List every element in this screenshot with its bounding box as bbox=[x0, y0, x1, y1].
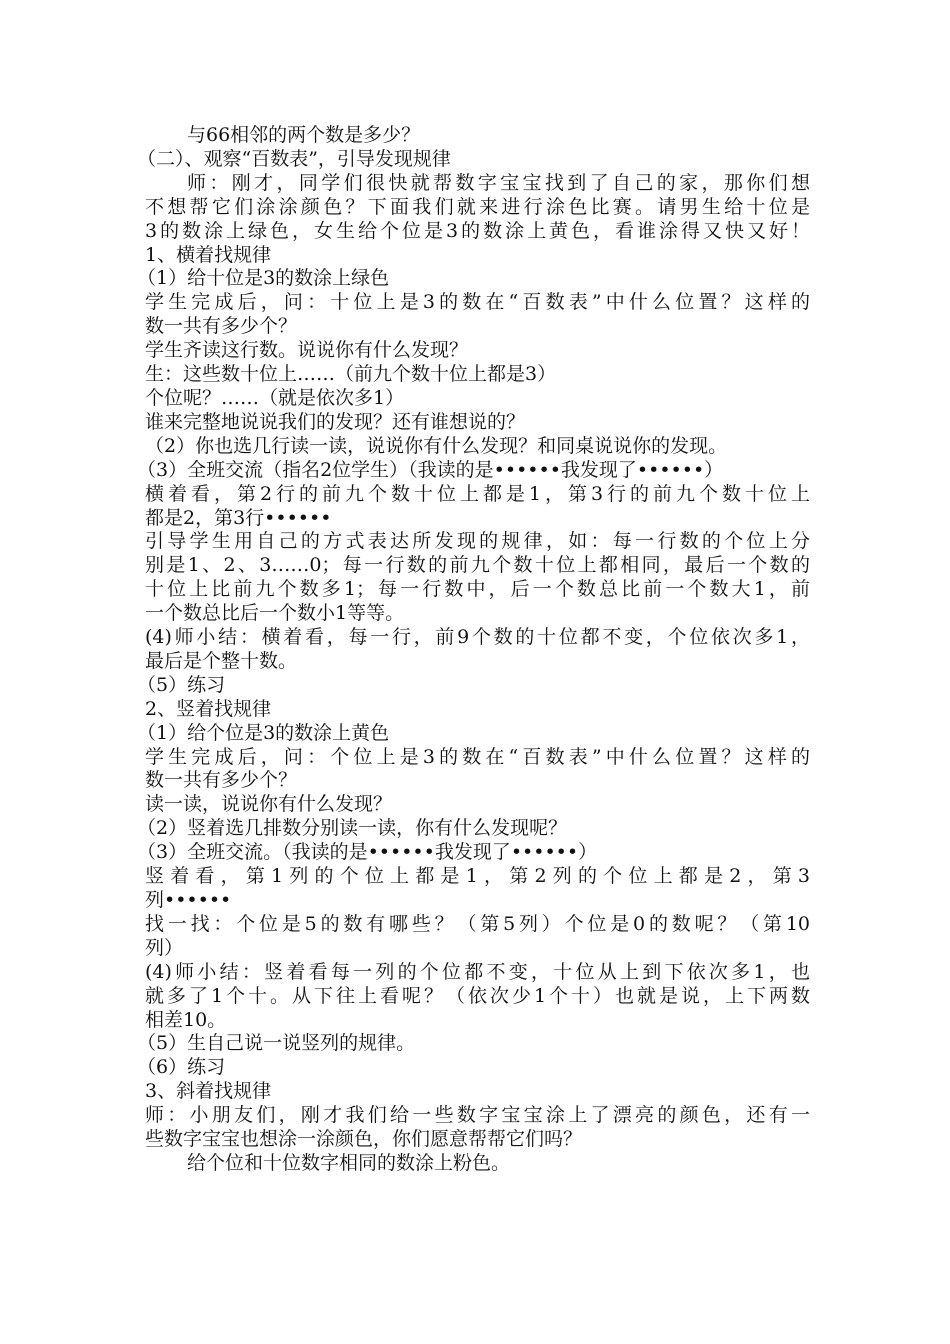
paragraph-line: 十位上比前九个数多1；每一行数中，后一个数总比前一个数大1，前 bbox=[145, 578, 810, 601]
paragraph-line: 都是2，第3行•••••• bbox=[145, 506, 332, 529]
paragraph-line: 个位呢？……（就是依次多1） bbox=[145, 386, 405, 409]
paragraph-line: 师：刚才，同学们很快就帮数字宝宝找到了自己的家，那你们想 bbox=[187, 171, 810, 194]
paragraph-line: 与66相邻的两个数是多少？ bbox=[187, 124, 421, 146]
paragraph-line: 学生完成后，问：个位上是3的数在“百数表”中什么位置？这样的 bbox=[145, 745, 810, 768]
paragraph-line: (4)师小结：竖着看每一列的个位都不变，十位从上到下依次多1，也 bbox=[145, 960, 810, 983]
paragraph-line: 生：这些数十位上……（前九个数十位上都是3） bbox=[145, 363, 557, 386]
document-page bbox=[137, 124, 810, 1176]
paragraph-line: 列） bbox=[145, 936, 184, 959]
paragraph-line: 列•••••• bbox=[145, 889, 232, 911]
paragraph-line: （5）练习 bbox=[137, 673, 226, 696]
paragraph-line: （5）生自己说一说竖列的规律。 bbox=[137, 1032, 416, 1055]
section-heading: （二）、观察“百数表”，引导发现规律 bbox=[137, 147, 451, 170]
paragraph-line: 数一共有多少个？ bbox=[145, 315, 298, 338]
subsection-heading: 2、竖着找规律 bbox=[145, 697, 272, 720]
paragraph-line: （3）全班交流。（我读的是••••••我发现了••••••） bbox=[137, 841, 598, 864]
paragraph-line: 别是1、2、3……0；每一行数的前九个数十位上都相同，最后一个数的 bbox=[145, 554, 810, 577]
subsection-heading: 1、横着找规律 bbox=[145, 243, 272, 266]
paragraph-line: （6）练习 bbox=[137, 1056, 226, 1079]
paragraph-line: 些数字宝宝也想涂一涂颜色，你们愿意帮帮它们吗？ bbox=[145, 1128, 583, 1151]
paragraph-line: （1）给十位是3的数涂上绿色 bbox=[137, 267, 390, 290]
paragraph-line: (4)师小结：横着看，每一行，前9个数的十位都不变，个位依次多1， bbox=[145, 626, 810, 649]
paragraph-line: 引导学生用自己的方式表达所发现的规律，如：每一行数的个位上分 bbox=[145, 530, 810, 553]
paragraph-line: 找一找：个位是5的数有哪些？（第5列）个位是0的数呢？（第10 bbox=[145, 912, 810, 935]
paragraph-line: 一个数总比后一个数小1等等。 bbox=[145, 602, 405, 625]
paragraph-line: 最后是个整十数。 bbox=[145, 649, 298, 672]
paragraph-line: 3的数涂上绿色，女生给个位是3的数涂上黄色，看谁涂得又快又好！ bbox=[145, 219, 810, 242]
paragraph-line: 读一读，说说你有什么发现？ bbox=[145, 793, 393, 816]
paragraph-line: 就多了1个十。从下往上看呢？（依次少1个十）也就是说，上下两数 bbox=[145, 984, 810, 1007]
paragraph-line: 学生完成后，问：十位上是3的数在“百数表”中什么位置？这样的 bbox=[145, 291, 810, 314]
paragraph-line: 竖着看，第1列的个位上都是1，第2列的个位上都是2，第3 bbox=[145, 865, 810, 888]
paragraph-line: 学生齐读这行数。说说你有什么发现？ bbox=[145, 339, 469, 362]
paragraph-line: 不想帮它们涂涂颜色？下面我们就来进行涂色比赛。请男生给十位是 bbox=[145, 195, 810, 218]
paragraph-line: （3）全班交流（指名2位学生）（我读的是••••••我发现了••••••） bbox=[137, 458, 724, 481]
paragraph-line: （2）你也选几行读一读，说说你有什么发现？和同桌说说你的发现。 bbox=[145, 434, 728, 457]
paragraph-line: 师：小朋友们，刚才我们给一些数字宝宝涂上了漂亮的颜色，还有一 bbox=[145, 1104, 810, 1127]
paragraph-line: （2）竖着选几排数分别读一读，你有什么发现呢？ bbox=[137, 817, 568, 840]
paragraph-line: 数一共有多少个？ bbox=[145, 769, 298, 792]
paragraph-line: 相差10。 bbox=[145, 1008, 227, 1031]
subsection-heading: 3、斜着找规律 bbox=[145, 1080, 272, 1103]
paragraph-line: 给个位和十位数字相同的数涂上粉色。 bbox=[187, 1151, 511, 1174]
paragraph-line: （1）给个位是3的数涂上黄色 bbox=[137, 721, 390, 744]
paragraph-line: 横着看，第2行的前九个数十位上都是1，第3行的前九个数十位上 bbox=[145, 482, 810, 505]
paragraph-line: 谁来完整地说说我们的发现？还有谁想说的？ bbox=[145, 410, 526, 433]
